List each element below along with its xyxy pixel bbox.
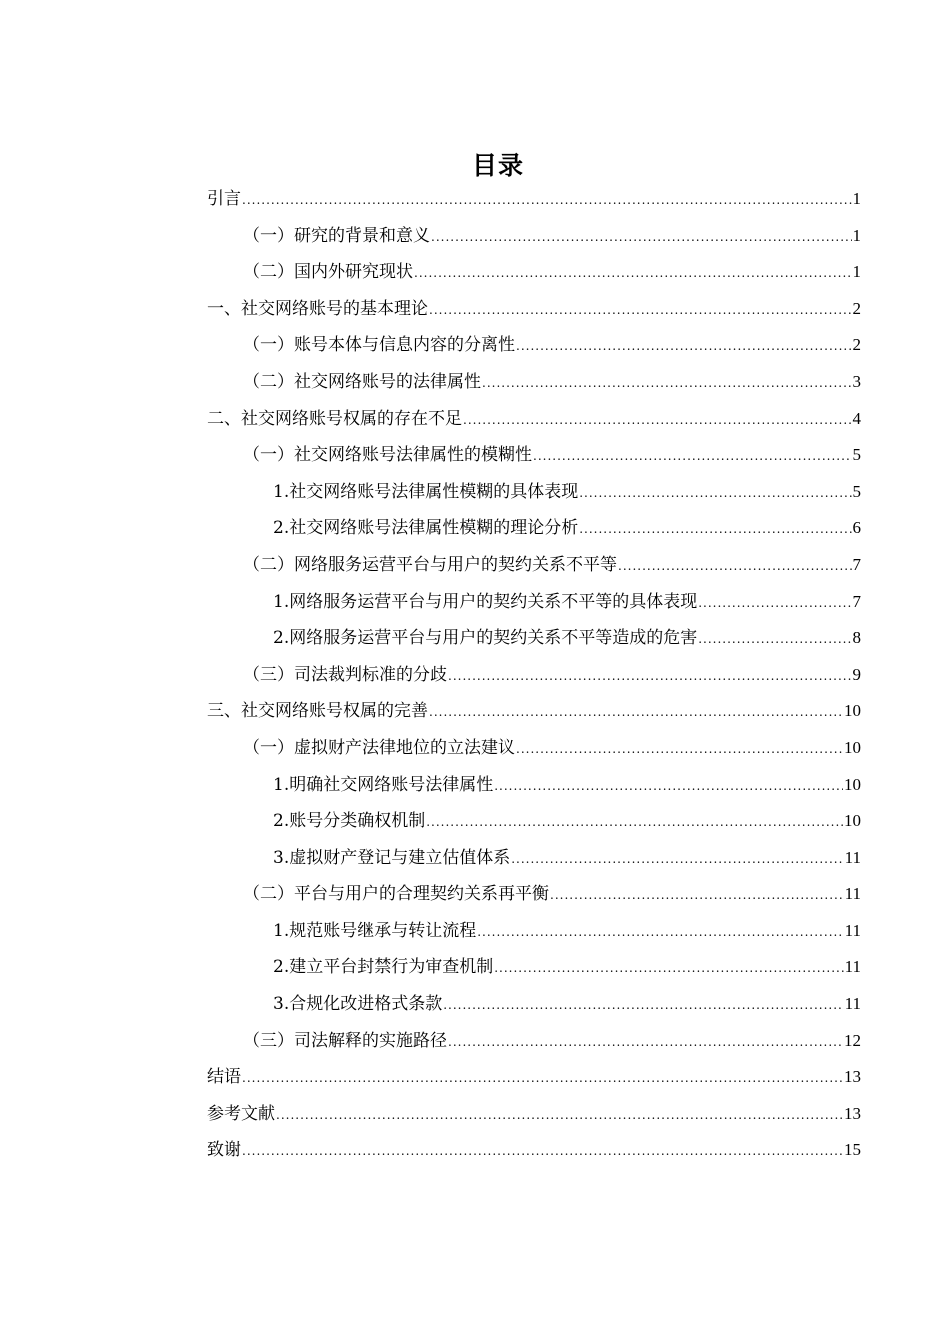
toc-leader-dots xyxy=(276,1097,843,1134)
toc-leader-dots xyxy=(242,1060,843,1097)
toc-entry[interactable] xyxy=(207,254,861,291)
toc-entry-page: 4 xyxy=(852,408,861,428)
toc-leader-dots xyxy=(242,182,852,219)
toc-entry-text: 一、社交网络账号的基本理论 xyxy=(207,298,428,319)
toc-leader-dots xyxy=(429,694,843,731)
toc-entry[interactable] xyxy=(207,181,861,218)
toc-entry-page: 11 xyxy=(844,957,861,977)
toc-entry[interactable] xyxy=(207,876,861,913)
toc-entry-text: 2.账号分类确权机制 xyxy=(273,811,426,832)
toc-leader-dots xyxy=(448,658,852,695)
toc-leader-dots xyxy=(414,255,852,292)
toc-entry-page: 13 xyxy=(844,1103,861,1123)
toc-entry-page: 1 xyxy=(852,225,861,245)
toc-leader-dots xyxy=(618,548,852,585)
toc-entry[interactable] xyxy=(207,1023,861,1060)
toc-leader-dots xyxy=(579,511,851,548)
toc-entry-text: （二）网络服务运营平台与用户的契约关系不平等 xyxy=(243,554,617,575)
toc-entry-page: 5 xyxy=(852,445,861,465)
toc-entry[interactable] xyxy=(207,693,861,730)
toc-entry[interactable] xyxy=(207,584,861,621)
toc-entry-page: 8 xyxy=(852,628,861,648)
toc-entry-page: 7 xyxy=(852,554,861,574)
toc-entry-page: 1 xyxy=(852,262,861,282)
toc-leader-dots xyxy=(579,475,851,512)
toc-entry-page: 6 xyxy=(852,518,861,538)
toc-entry-page: 3 xyxy=(852,371,861,391)
toc-entry-page: 2 xyxy=(852,298,861,318)
toc-entry-page: 13 xyxy=(844,1067,861,1087)
toc-entry-text: 引言 xyxy=(207,189,241,209)
toc-leader-dots xyxy=(494,768,843,805)
toc-entry-text: 参考文献 xyxy=(207,1103,275,1124)
toc-leader-dots xyxy=(477,914,843,951)
toc-entry-text: （二）平台与用户的合理契约关系再平衡 xyxy=(243,884,549,905)
toc-entry-page: 12 xyxy=(844,1030,861,1050)
toc-leader-dots xyxy=(482,365,852,402)
toc-entry[interactable] xyxy=(207,657,861,694)
toc-entry[interactable] xyxy=(207,218,861,255)
toc-entry-page: 11 xyxy=(844,847,861,867)
toc-entry-page: 10 xyxy=(844,737,861,757)
toc-entry-text: 2.网络服务运营平台与用户的契约关系不平等造成的危害 xyxy=(273,628,698,649)
toc-leader-dots xyxy=(698,621,851,658)
toc-entry-text: 三、社交网络账号权属的完善 xyxy=(207,701,428,722)
toc-entry-page: 7 xyxy=(852,591,861,611)
toc-entry-text: 结语 xyxy=(207,1067,241,1088)
toc-entry-text: 3.合规化改进格式条款 xyxy=(273,994,443,1015)
toc-entry-text: （三）司法解释的实施路径 xyxy=(243,1030,447,1051)
toc-leader-dots xyxy=(698,585,851,622)
toc-title: 目录 xyxy=(471,151,524,180)
toc-entry[interactable] xyxy=(207,620,861,657)
toc-leader-dots xyxy=(426,804,843,841)
toc-entry[interactable] xyxy=(207,401,861,438)
toc-entry[interactable] xyxy=(207,730,861,767)
toc-entry[interactable] xyxy=(207,364,861,401)
toc-entry-page: 10 xyxy=(844,701,861,721)
toc-leader-dots xyxy=(443,987,843,1024)
toc-leader-dots xyxy=(516,328,852,365)
toc-leader-dots xyxy=(429,292,852,329)
toc-entry[interactable] xyxy=(207,1059,861,1096)
toc-entry[interactable] xyxy=(207,327,861,364)
toc-entry-text: 1.网络服务运营平台与用户的契约关系不平等的具体表现 xyxy=(273,591,698,612)
toc-entry-text: 2.社交网络账号法律属性模糊的理论分析 xyxy=(273,518,579,539)
toc-leader-dots xyxy=(533,438,852,475)
toc-entry[interactable] xyxy=(207,1096,861,1133)
toc-entry-page: 15 xyxy=(844,1140,861,1160)
toc-entry-text: 1.社交网络账号法律属性模糊的具体表现 xyxy=(273,481,579,502)
toc-leader-dots xyxy=(511,841,843,878)
toc-entry-page: 10 xyxy=(844,811,861,831)
toc-entry-page: 11 xyxy=(844,994,861,1014)
toc-entry-page: 5 xyxy=(852,481,861,501)
toc-entry-page: 11 xyxy=(844,920,861,940)
toc-leader-dots xyxy=(463,402,852,439)
toc-entry-text: 致谢 xyxy=(207,1140,241,1161)
toc-entry[interactable] xyxy=(207,913,861,950)
toc-entry[interactable] xyxy=(207,1132,861,1169)
toc-entry[interactable] xyxy=(207,840,861,877)
toc-entry-page: 2 xyxy=(852,335,861,355)
toc-entry-page: 11 xyxy=(844,884,861,904)
toc-entry[interactable] xyxy=(207,437,861,474)
toc-entry-text: （一）研究的背景和意义 xyxy=(243,225,430,246)
toc-entry-text: 3.虚拟财产登记与建立估值体系 xyxy=(273,847,511,868)
toc-leader-dots xyxy=(431,219,852,256)
toc-entry[interactable] xyxy=(207,474,861,511)
toc-entry[interactable] xyxy=(207,767,861,804)
toc-entry[interactable] xyxy=(207,986,861,1023)
toc-entry-text: （二）国内外研究现状 xyxy=(243,262,413,283)
toc-entry[interactable] xyxy=(207,803,861,840)
toc-entry-text: 2.建立平台封禁行为审查机制 xyxy=(273,957,494,978)
toc-entry-text: 1.规范账号继承与转让流程 xyxy=(273,920,477,941)
toc-leader-dots xyxy=(242,1133,843,1170)
toc-entry-text: （一）账号本体与信息内容的分离性 xyxy=(243,335,515,356)
toc-leader-dots xyxy=(494,950,843,987)
toc-entry-text: （一）虚拟财产法律地位的立法建议 xyxy=(243,737,515,758)
toc-entry-text: （二）社交网络账号的法律属性 xyxy=(243,371,481,392)
toc-entry[interactable] xyxy=(207,949,861,986)
toc-entry-text: （三）司法裁判标准的分歧 xyxy=(243,664,447,685)
toc-list xyxy=(207,181,861,1169)
toc-entry-page: 10 xyxy=(844,774,861,794)
toc-entry-page: 9 xyxy=(852,664,861,684)
toc-leader-dots xyxy=(516,731,843,768)
toc-entry-page: 1 xyxy=(852,189,861,208)
toc-entry-text: 二、社交网络账号权属的存在不足 xyxy=(207,408,462,429)
toc-entry-text: 1.明确社交网络账号法律属性 xyxy=(273,774,494,795)
toc-entry[interactable] xyxy=(207,510,861,547)
toc-leader-dots xyxy=(448,1024,843,1061)
toc-entry-text: （一）社交网络账号法律属性的模糊性 xyxy=(243,445,532,466)
toc-entry[interactable] xyxy=(207,547,861,584)
toc-entry[interactable] xyxy=(207,291,861,328)
toc-leader-dots xyxy=(550,877,844,914)
